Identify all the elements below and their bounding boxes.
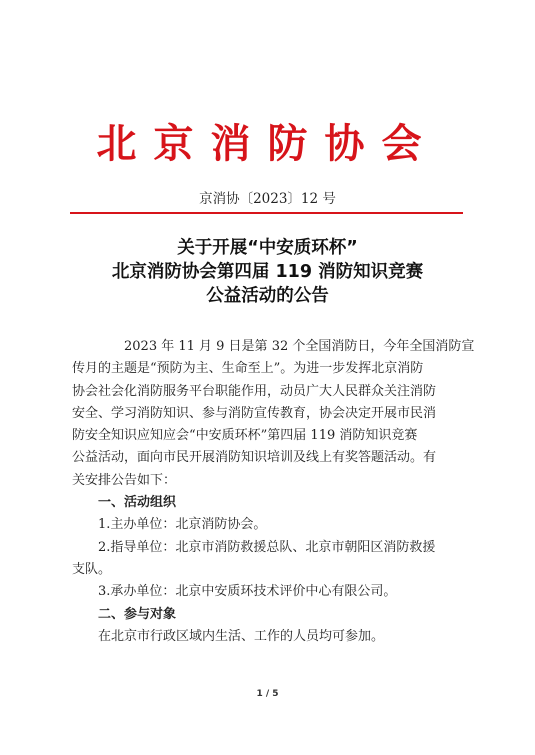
title-line-2: 北京消防协会第四届 119 消防知识竞赛 [111,262,424,282]
document-number: 京消协〔2023〕12 号 [199,191,336,207]
title-line-1: 关于开展“中安质环杯” [177,238,358,258]
intro-line-7: 关安排公告如下： [72,472,177,488]
title-line-3: 公益活动的公告 [206,286,329,306]
section-1-item-2-line-1: 2.指导单位：北京市消防救援总队、北京市朝阳区消防救援 [98,539,436,555]
organization-name-header: 北京消防协会 [96,121,439,167]
red-divider-line [70,212,463,214]
intro-line-5: 防安全知识应知应会“中安质环杯”第四届 119 消防知识竞赛 [72,428,418,444]
intro-line-3: 协会社会化消防服务平台职能作用，动员广大人民群众关注消防 [72,383,437,399]
intro-line-6: 公益活动，面向市民开展消防知识培训及线上有奖答题活动。有 [72,450,437,466]
intro-line-1: 2023 年 11 月 9 日是第 32 个全国消防日，今年全国消防宣 [124,339,475,354]
section-1-item-3: 3.承办单位：北京中安质环技术评价中心有限公司。 [98,584,397,600]
section-2-heading: 二、参与对象 [98,606,177,622]
document-body [72,336,475,648]
section-2-text: 在北京市行政区域内生活、工作的人员均可参加。 [98,628,385,644]
section-1-heading: 一、活动组织 [98,495,177,511]
section-1-item-2-line-2: 支队。 [72,561,112,577]
page-number: 1 / 5 [256,689,279,699]
intro-line-2: 传月的主题是“预防为主、生命至上”。为进一步发挥北京消防 [72,361,424,377]
document-title [0,236,535,308]
section-1-item-1: 1.主办单位：北京消防协会。 [98,517,267,533]
intro-paragraph [72,336,475,492]
intro-line-4: 安全、学习消防知识、参与消防宣传教育，协会决定开展市民消 [72,405,437,421]
